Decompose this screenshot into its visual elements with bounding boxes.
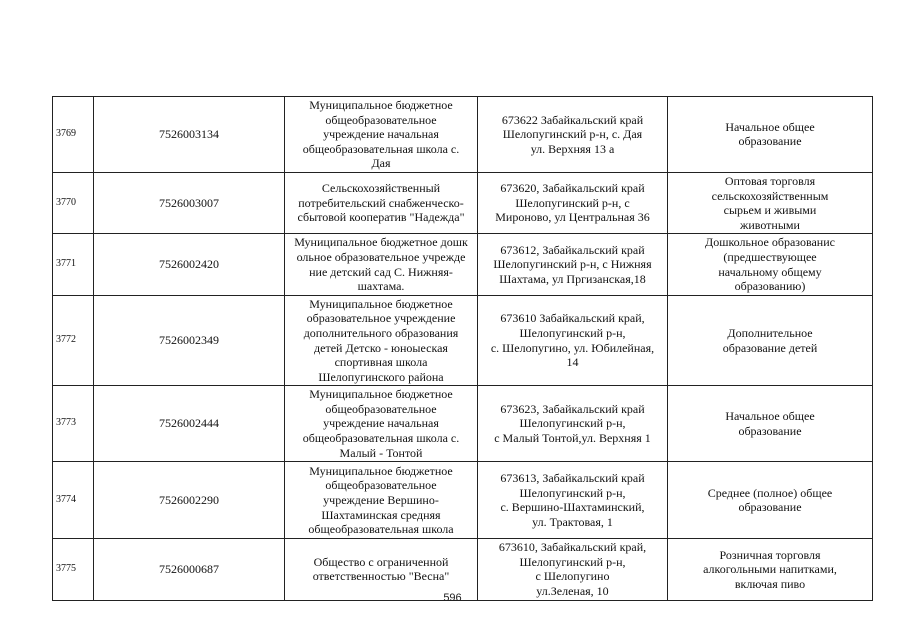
activity-cell bbox=[668, 295, 873, 386]
inn-cell: 7526002349 bbox=[94, 295, 285, 386]
cell-line: учреждение начальная bbox=[323, 416, 439, 431]
cell-line: Муниципальное бюджетное дошк bbox=[294, 235, 468, 250]
cell-line: Среднее (полное) общее bbox=[707, 485, 833, 500]
cell-line: включая пиво bbox=[734, 576, 806, 591]
cell-line: Малый - Тонтой bbox=[339, 445, 423, 460]
cell-line: шахтама. bbox=[357, 279, 405, 294]
cell-line: Шелопугинский р-н, с Нижняя bbox=[493, 257, 652, 272]
organization-name-cell bbox=[285, 462, 478, 539]
cell-line: Начальное общее bbox=[725, 119, 815, 134]
table-row bbox=[53, 234, 873, 295]
cell-line: 673613, Забайкальский край bbox=[500, 471, 645, 486]
cell-line: 673612, Забайкальский край bbox=[500, 242, 645, 257]
activity-cell bbox=[668, 172, 873, 233]
cell-line: 673610, Забайкальский край, bbox=[498, 540, 647, 555]
cell-line: 673610 Забайкальский край, bbox=[500, 311, 645, 326]
row-number: 3774 bbox=[53, 462, 94, 539]
cell-line: Шелопугинский р-н, с. Дая bbox=[502, 127, 643, 142]
cell-line: Шахтаминская средняя bbox=[321, 507, 441, 522]
inn-cell: 7526000687 bbox=[94, 539, 285, 600]
cell-line: дополнительного образования bbox=[303, 325, 459, 340]
row-number: 3775 bbox=[53, 539, 94, 600]
cell-line: Мироново, ул Центральная 36 bbox=[495, 210, 650, 225]
inn-cell: 7526002420 bbox=[94, 234, 285, 295]
cell-line: животными bbox=[740, 217, 800, 232]
address-cell bbox=[478, 295, 668, 386]
row-number: 3769 bbox=[53, 97, 94, 173]
activity-cell bbox=[668, 97, 873, 173]
cell-line: образование bbox=[738, 134, 802, 149]
cell-line: образовательное учреждение bbox=[306, 311, 456, 326]
row-number: 3772 bbox=[53, 295, 94, 386]
activity-cell bbox=[668, 462, 873, 539]
table-row bbox=[53, 172, 873, 233]
cell-line: ул.Зеленая, 10 bbox=[536, 584, 609, 599]
table-row bbox=[53, 295, 873, 386]
cell-line: общеобразовательное bbox=[325, 401, 437, 416]
cell-line: Шелопугинский р-н, bbox=[519, 554, 626, 569]
cell-line: с Шелопугино bbox=[535, 569, 610, 584]
cell-line: 14 bbox=[566, 355, 579, 370]
cell-line: учреждение Вершино- bbox=[323, 492, 439, 507]
inn-cell: 7526003134 bbox=[94, 97, 285, 173]
organization-name-cell bbox=[285, 97, 478, 173]
cell-line: Шелопугинский р-н, bbox=[519, 416, 626, 431]
cell-line: ул. Трактовая, 1 bbox=[532, 514, 613, 529]
address-cell bbox=[478, 234, 668, 295]
cell-line: Муниципальное бюджетное bbox=[309, 387, 453, 402]
row-number: 3770 bbox=[53, 172, 94, 233]
cell-line: ул. Верхняя 13 а bbox=[530, 141, 615, 156]
row-number: 3771 bbox=[53, 234, 94, 295]
cell-line: Муниципальное бюджетное bbox=[309, 296, 453, 311]
address-cell bbox=[478, 462, 668, 539]
cell-line: (предшествующее bbox=[723, 249, 817, 264]
cell-line: общеобразовательная школа с. bbox=[302, 141, 460, 156]
table-row bbox=[53, 386, 873, 462]
address-cell bbox=[478, 172, 668, 233]
cell-line: ответственностью "Весна" bbox=[312, 569, 450, 584]
cell-line: Дая bbox=[371, 156, 391, 171]
address-cell bbox=[478, 386, 668, 462]
cell-line: 673622 Забайкальский край bbox=[501, 112, 644, 127]
activity-cell bbox=[668, 234, 873, 295]
organization-name-cell bbox=[285, 386, 478, 462]
cell-line: общеобразовательная школа bbox=[308, 522, 454, 537]
cell-line: общеобразовательная школа с. bbox=[302, 431, 460, 446]
cell-line: Дополнительное bbox=[727, 325, 813, 340]
cell-line: сырьем и живыми bbox=[723, 203, 817, 218]
table-row bbox=[53, 97, 873, 173]
cell-line: Сельскохозяйственный bbox=[321, 181, 441, 196]
cell-line: Муниципальное бюджетное bbox=[309, 98, 453, 112]
cell-line: с. Вершино-Шахтаминский, bbox=[500, 500, 645, 515]
activity-cell bbox=[668, 539, 873, 600]
cell-line: Оптовая торговля bbox=[724, 173, 816, 188]
address-cell bbox=[478, 539, 668, 600]
organization-name-cell bbox=[285, 539, 478, 600]
cell-line: образованию) bbox=[734, 279, 806, 294]
organization-name-cell bbox=[285, 234, 478, 295]
organization-name-cell bbox=[285, 295, 478, 386]
cell-line: Шелопугинский р-н, bbox=[519, 325, 626, 340]
cell-line: образование детей bbox=[722, 340, 818, 355]
cell-line: спортивная школа bbox=[334, 355, 428, 370]
cell-line: Муниципальное бюджетное bbox=[309, 463, 453, 478]
cell-line: ние детский сад С. Нижняя- bbox=[309, 264, 453, 279]
cell-line: сельскохозяйственным bbox=[711, 188, 829, 203]
cell-line: Шелопугинского района bbox=[318, 369, 444, 384]
cell-line: потребительский снабженческо- bbox=[298, 195, 464, 210]
cell-line: алкогольными напитками, bbox=[703, 562, 837, 577]
cell-line: Начальное общее bbox=[725, 409, 815, 424]
cell-line: ольное образовательное учрежде bbox=[296, 249, 466, 264]
cell-line: детей Детско - юноыеская bbox=[314, 340, 448, 355]
table-row bbox=[53, 462, 873, 539]
cell-line: с Малый Тонтой,ул. Верхняя 1 bbox=[494, 431, 651, 446]
cell-line: учреждение начальная bbox=[323, 127, 439, 142]
inn-cell: 7526002444 bbox=[94, 386, 285, 462]
organization-name-cell bbox=[285, 172, 478, 233]
cell-line: Шелопугинский р-н, с bbox=[515, 195, 630, 210]
cell-line: общеобразовательное bbox=[325, 112, 437, 127]
inn-cell: 7526002290 bbox=[94, 462, 285, 539]
address-cell bbox=[478, 97, 668, 173]
cell-line: образование bbox=[738, 500, 802, 515]
cell-line: общеобразовательное bbox=[325, 478, 437, 493]
cell-line: начальному общему bbox=[718, 264, 822, 279]
cell-line: 673620, Забайкальский край bbox=[500, 181, 645, 196]
page-number: 596 bbox=[443, 592, 462, 604]
row-number: 3773 bbox=[53, 386, 94, 462]
cell-line: образование bbox=[738, 423, 802, 438]
cell-line: сбытовой кооператив "Надежда" bbox=[297, 210, 465, 225]
cell-line: 673623, Забайкальский край bbox=[500, 401, 645, 416]
cell-line: Шахтама, ул Пргизанская,18 bbox=[499, 271, 646, 286]
registry-table-body bbox=[53, 97, 873, 601]
registry-table bbox=[52, 96, 873, 601]
cell-line: Шелопугинский р-н, bbox=[519, 485, 626, 500]
cell-line: Общество с ограниченной bbox=[313, 554, 449, 569]
table-row bbox=[53, 539, 873, 600]
activity-cell bbox=[668, 386, 873, 462]
cell-line: с. Шелопугино, ул. Юбилейная, bbox=[490, 340, 655, 355]
cell-line: Дошкольное образованис bbox=[705, 235, 835, 250]
inn-cell: 7526003007 bbox=[94, 172, 285, 233]
cell-line: Розничная торговля bbox=[719, 547, 821, 562]
